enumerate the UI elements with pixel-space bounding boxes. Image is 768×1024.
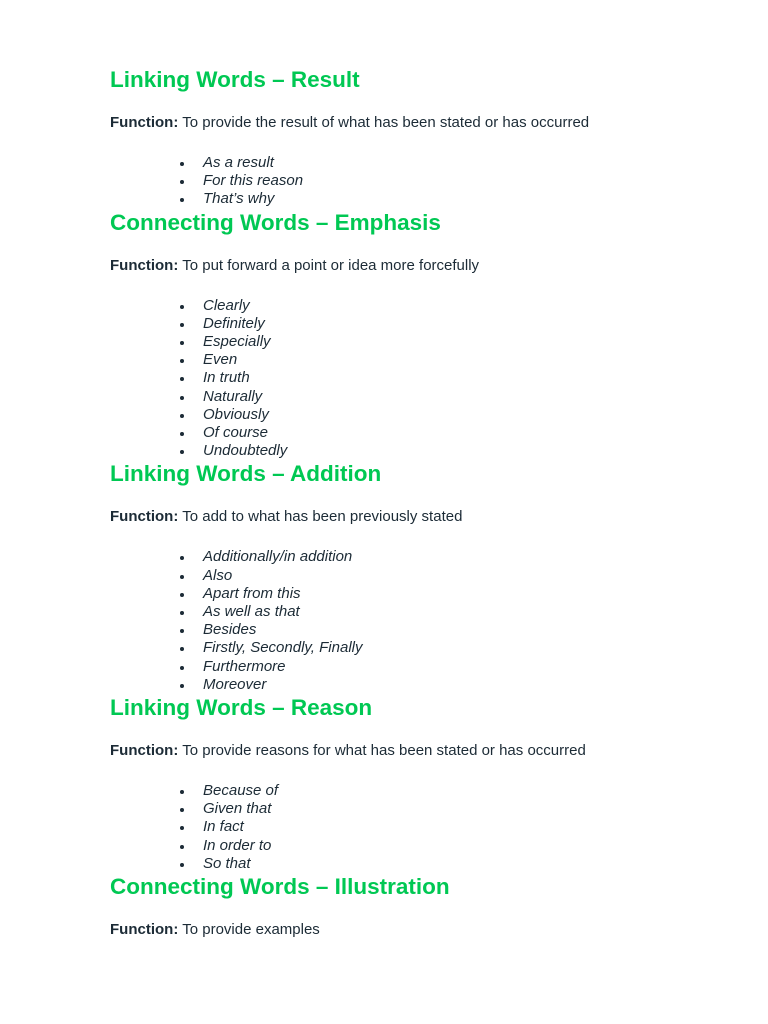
list-item [110, 297, 730, 315]
list-item [110, 837, 730, 855]
bullet-icon [180, 180, 184, 184]
function-label: Function: [110, 742, 179, 760]
list-item-text: Apart from this [203, 584, 301, 602]
connecting-words-list [110, 275, 730, 461]
list-item-text: In truth [203, 369, 250, 387]
section-heading: Connecting Words – Emphasis [110, 209, 441, 235]
list-item-text: Especially [203, 333, 271, 351]
function-line [110, 94, 730, 132]
list-item [110, 621, 730, 639]
list-item [110, 315, 730, 333]
list-item [110, 190, 730, 208]
list-item [110, 818, 730, 836]
function-label: Function: [110, 508, 179, 526]
bullet-icon [180, 450, 184, 454]
list-item-text: So that [203, 854, 251, 872]
bullet-icon [180, 575, 184, 579]
bullet-icon [180, 647, 184, 651]
list-item [110, 603, 730, 621]
list-item-text: Clearly [203, 296, 250, 314]
list-item [110, 676, 730, 694]
list-item-text: Additionally/in addition [203, 548, 353, 566]
list-item-text: Because of [203, 782, 279, 800]
list-item-text: Obviously [203, 405, 269, 423]
list-item-text: In order to [203, 836, 272, 854]
function-label: Function: [110, 256, 179, 274]
list-item [110, 369, 730, 387]
list-item [110, 154, 730, 172]
function-text: To add to what has been previously stated [182, 508, 463, 526]
list-item-text: As a result [203, 154, 274, 171]
bullet-icon [180, 845, 184, 849]
list-item [110, 406, 730, 424]
bullet-icon [180, 323, 184, 327]
function-text: To put forward a point or idea more forcefully [182, 256, 480, 274]
function-label: Function: [110, 921, 179, 939]
bullet-icon [180, 556, 184, 560]
bullet-icon [180, 432, 184, 436]
list-item [110, 585, 730, 603]
document-page [110, 66, 730, 939]
list-item-text: That’s why [203, 190, 275, 208]
bullet-icon [180, 341, 184, 345]
list-item [110, 658, 730, 676]
bullet-icon [180, 396, 184, 400]
linking-words-list [110, 526, 730, 694]
function-text: To provide examples [182, 921, 320, 939]
section-result [110, 66, 730, 209]
list-item-text: As well as that [203, 603, 300, 621]
section-reason [110, 694, 730, 873]
list-item-text: In fact [203, 818, 244, 836]
bullet-icon [180, 863, 184, 867]
function-text: To provide the result of what has been stated or has occurred [182, 114, 590, 131]
section-heading: Linking Words – Result [110, 67, 360, 92]
list-item [110, 333, 730, 351]
section-addition [110, 460, 730, 694]
list-item-text: Naturally [203, 387, 263, 405]
list-item-text: Moreover [203, 675, 267, 693]
bullet-icon [180, 198, 184, 202]
list-item-text: Undoubtedly [203, 442, 288, 460]
list-item-text: Furthermore [203, 657, 286, 675]
bullet-icon [180, 162, 184, 166]
list-item-text: Even [203, 351, 238, 369]
bullet-icon [180, 377, 184, 381]
bullet-icon [180, 684, 184, 688]
section-heading: Linking Words – Addition [110, 461, 382, 487]
list-item [110, 639, 730, 657]
bullet-icon [180, 414, 184, 418]
list-item-text: Besides [203, 621, 257, 639]
list-item-text: Firstly, Secondly, Finally [203, 639, 363, 657]
bullet-icon [180, 359, 184, 363]
list-item [110, 782, 730, 800]
section-emphasis [110, 209, 730, 461]
bullet-icon [180, 808, 184, 812]
bullet-icon [180, 666, 184, 670]
bullet-icon [180, 593, 184, 597]
list-item [110, 172, 730, 190]
function-label: Function: [110, 114, 179, 131]
bullet-icon [180, 611, 184, 615]
bullet-icon [180, 305, 184, 309]
section-illustration [110, 873, 730, 939]
function-line [110, 237, 730, 275]
list-item [110, 424, 730, 442]
bullet-icon [180, 826, 184, 830]
list-item [110, 567, 730, 585]
list-item [110, 548, 730, 566]
linking-words-list [110, 132, 730, 209]
list-item [110, 800, 730, 818]
list-item [110, 351, 730, 369]
list-item-text: Given that [203, 800, 272, 818]
function-line [110, 901, 730, 939]
list-item-text: Definitely [203, 314, 265, 332]
bullet-icon [180, 790, 184, 794]
section-heading: Connecting Words – Illustration [110, 874, 450, 900]
list-item [110, 442, 730, 460]
list-item-text: For this reason [203, 172, 304, 190]
list-item [110, 855, 730, 873]
list-item-text: Also [203, 566, 233, 584]
function-text: To provide reasons for what has been stated or has occurred [182, 742, 586, 760]
function-line [110, 488, 730, 526]
function-line [110, 722, 730, 760]
bullet-icon [180, 629, 184, 633]
section-heading: Linking Words – Reason [110, 695, 373, 721]
list-item [110, 388, 730, 406]
linking-words-list [110, 760, 730, 873]
list-item-text: Of course [203, 424, 269, 442]
